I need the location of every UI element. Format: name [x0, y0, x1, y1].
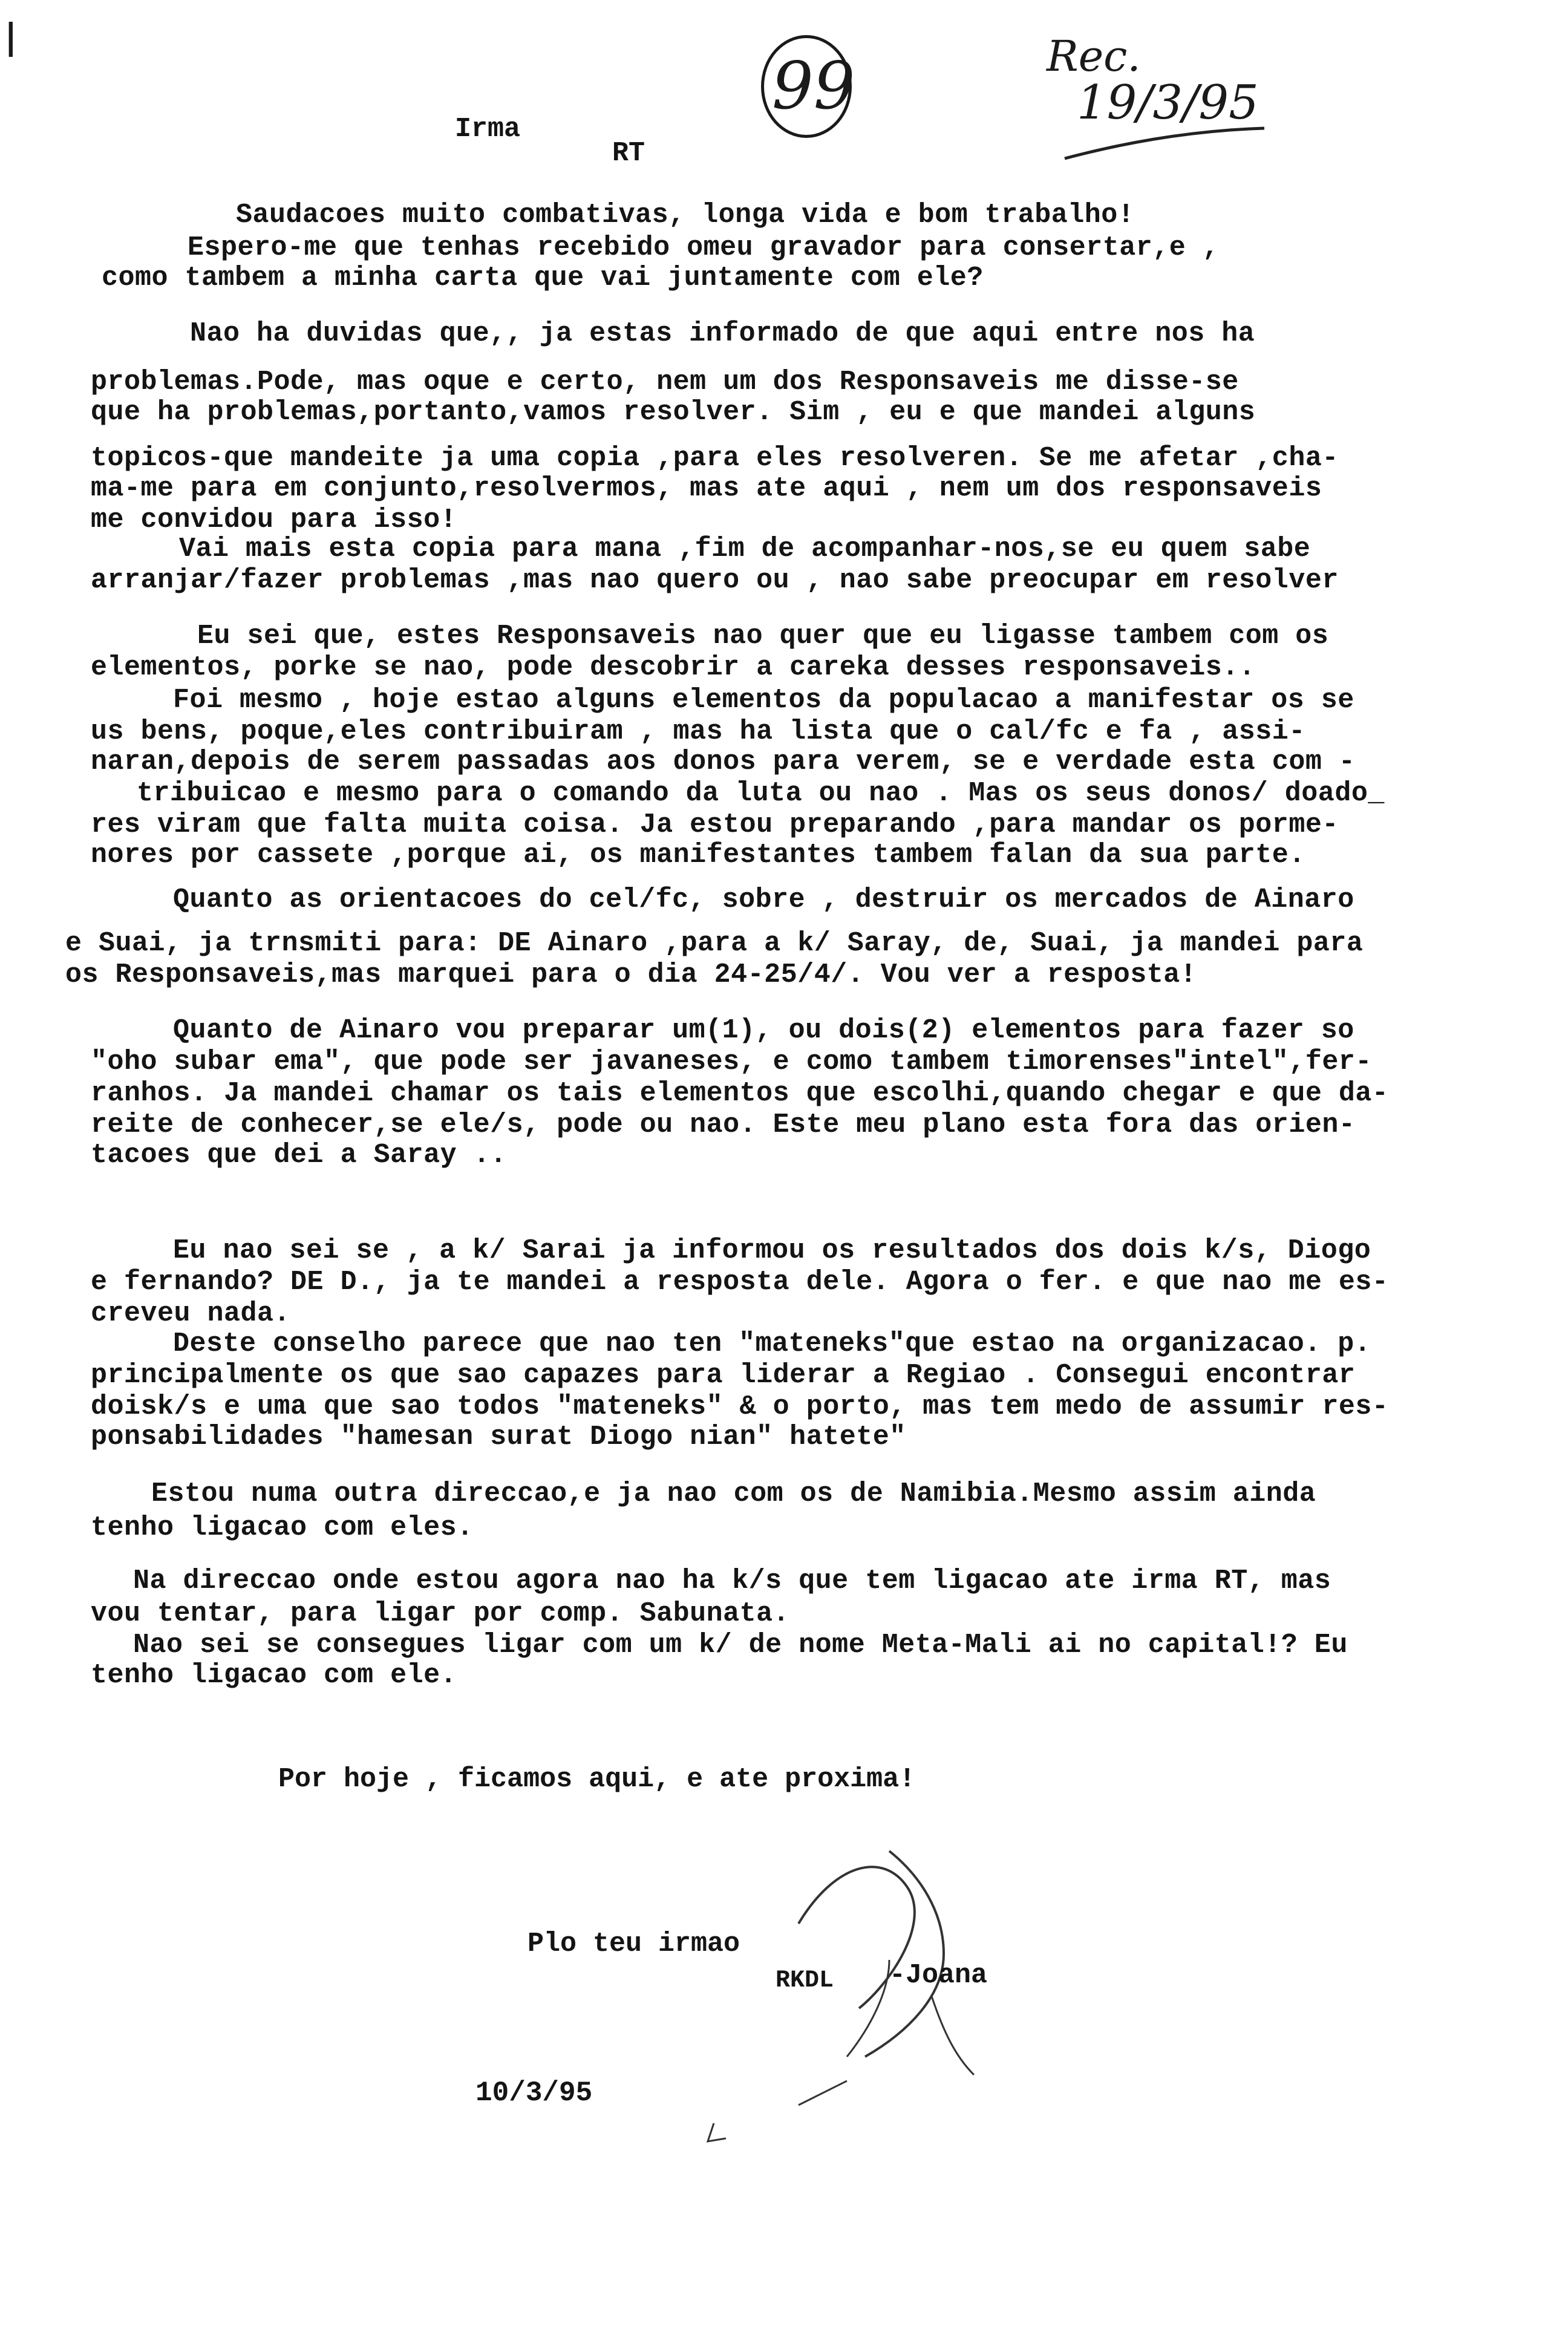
p2-line-3: que ha problemas,portanto,vamos resolver. Sim , eu e que mandei alguns — [91, 397, 1256, 428]
page-number: 99 — [772, 48, 855, 124]
p6-line-7: ponsabilidades "hamesan surat Diogo nian" hatete" — [91, 1422, 906, 1452]
p6-line-3: creveu nada. — [91, 1298, 291, 1329]
closing-line: Por hoje , ficamos aqui, e ate proxima! — [278, 1764, 916, 1795]
p5-line-2: "oho subar ema", que pode ser javaneses, e como tambem timorenses"intel",fer- — [91, 1046, 1372, 1077]
margin-mark: ǀ — [4, 12, 18, 68]
p3-line-3: Foi mesmo , hoje estao alguns elementos da populacao a manifestar os se — [173, 685, 1354, 716]
p7-line-1: Estou numa outra direccao,e ja nao com os de Namibia.Mesmo assim ainda — [151, 1478, 1316, 1509]
p4-line-1: Quanto as orientacoes do cel/fc, sobre , destruir os mercados de Ainaro — [173, 884, 1354, 915]
p1-line-1: Saudacoes muito combativas, longa vida e bom trabalho! — [236, 200, 1135, 230]
p2-line-8: arranjar/fazer problemas ,mas nao quero ou , nao sabe preocupar em resolver — [91, 565, 1339, 596]
p2-line-5: ma-me para em conjunto,resolvermos, mas ate aqui , nem um dos responsaveis — [91, 473, 1322, 504]
p3-line-2: elementos, porke se nao, pode descobrir a careka desses responsaveis.. — [91, 652, 1256, 683]
received-note: Rec. — [1047, 31, 1141, 81]
p6-line-4: Deste conselho parece que nao ten "mateneks"que estao na organizacao. p. — [173, 1328, 1371, 1359]
p2-line-6: me convidou para isso! — [91, 504, 457, 535]
p2-line-2: problemas.Pode, mas oque e certo, nem um dos Responsaveis me disse-se — [91, 367, 1239, 397]
p8-line-3: Nao sei se consegues ligar com um k/ de nome Meta-Mali ai no capital!? Eu — [133, 1630, 1348, 1660]
p6-line-5: principalmente os que sao capazes para liderar a Regiao . Consegui encontrar — [91, 1360, 1356, 1391]
p3-line-1: Eu sei que, estes Responsaveis nao quer que eu ligasse tambem com os — [197, 621, 1329, 651]
signature-name: -Joana — [889, 1960, 988, 1991]
p5-line-1: Quanto de Ainaro vou preparar um(1), ou dois(2) elementos para fazer so — [173, 1015, 1354, 1046]
p7-line-2: tenho ligacao com eles. — [91, 1512, 474, 1543]
p8-line-2: vou tentar, para ligar por comp. Sabunata. — [91, 1598, 790, 1629]
p3-line-4: us bens, poque,eles contribuiram , mas ha lista que o cal/fc e fa , assi- — [91, 716, 1305, 747]
p8-line-4: tenho ligacao com ele. — [91, 1660, 457, 1691]
p2-line-4: topicos-que mandeite ja uma copia ,para eles resolveren. Se me afetar ,cha- — [91, 443, 1339, 474]
p2-line-7: Vai mais esta copia para mana ,fim de acompanhar-nos,se eu quem sabe — [179, 534, 1311, 564]
p5-line-5: tacoes que dei a Saray .. — [91, 1140, 507, 1170]
p3-line-5: naran,depois de serem passadas aos donos para verem, se e verdade esta com - — [91, 746, 1356, 777]
p3-line-6: tribuicao e mesmo para o comando da luta ou nao . Mas os seus donos/ doado_ — [137, 778, 1385, 809]
footer-date: 10/3/95 — [475, 2077, 593, 2109]
signature-prefix: Plo teu irmao — [528, 1928, 740, 1959]
p1-line-3: como tambem a minha carta que vai juntamente com ele? — [102, 263, 984, 293]
p3-line-8: nores por cassete ,porque ai, os manifestantes tambem falan da sua parte. — [91, 840, 1305, 870]
p1-line-2: Espero-me que tenhas recebido omeu gravador para consertar,e , — [188, 232, 1220, 263]
p3-line-7: res viram que falta muita coisa. Ja estou preparando ,para mandar os porme- — [91, 809, 1339, 840]
p6-line-6: doisk/s e uma que sao todos "mateneks" & o porto, mas tem medo de assumir res- — [91, 1391, 1389, 1422]
salutation-line1: Irma — [455, 114, 521, 145]
p6-line-1: Eu nao sei se , a k/ Sarai ja informou os resultados dos dois k/s, Diogo — [173, 1235, 1371, 1266]
p8-line-1: Na direccao onde estou agora nao ha k/s que tem ligacao ate irma RT, mas — [133, 1566, 1331, 1596]
p4-line-2: e Suai, ja trnsmiti para: DE Ainaro ,para a k/ Saray, de, Suai, ja mandei para — [65, 928, 1364, 959]
salutation-line2: RT — [612, 138, 645, 169]
p2-line-1: Nao ha duvidas que,, ja estas informado de que aqui entre nos ha — [190, 318, 1255, 349]
signature-abbr: RKDL — [776, 1967, 834, 1994]
p5-line-3: ranhos. Ja mandei chamar os tais elementos que escolhi,quando chegar e que da- — [91, 1078, 1389, 1109]
p6-line-2: e fernando? DE D., ja te mandei a resposta dele. Agora o fer. e que nao me es- — [91, 1267, 1389, 1298]
p4-line-3: os Responsaveis,mas marquei para o dia 24-25/4/. Vou ver a resposta! — [65, 959, 1197, 990]
p5-line-4: reite de conhecer,se ele/s, pode ou nao. Este meu plano esta fora das orien- — [91, 1109, 1356, 1140]
received-date: 19/3/95 — [1077, 76, 1259, 130]
